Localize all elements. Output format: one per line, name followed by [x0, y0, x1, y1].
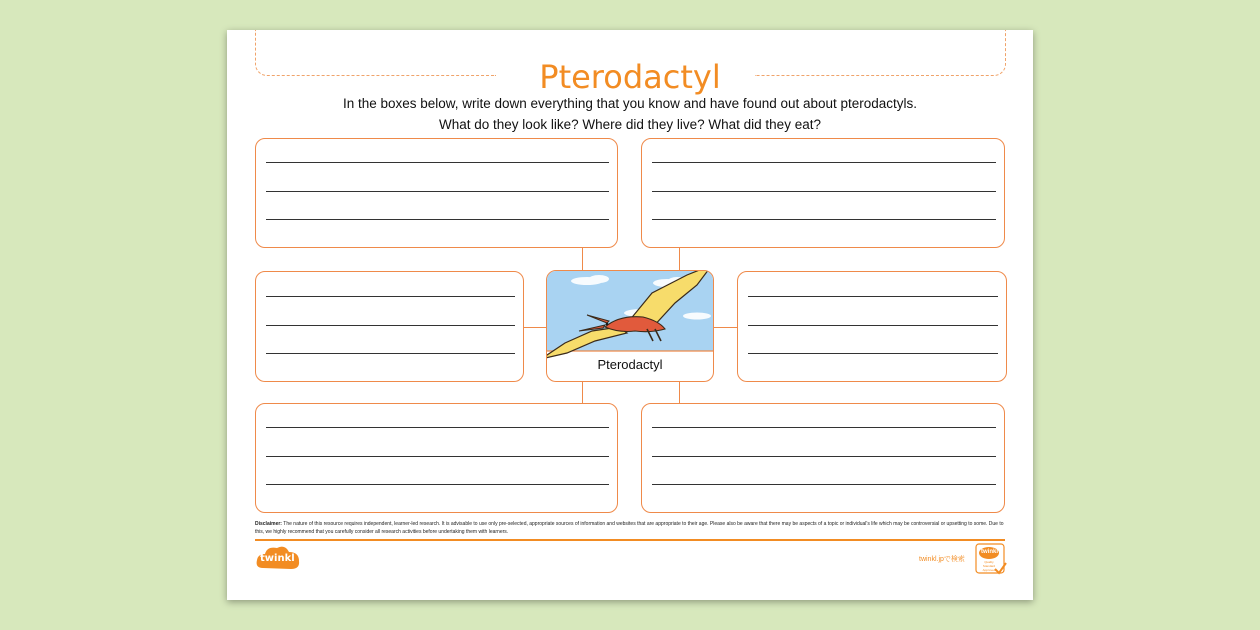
connector [582, 382, 583, 403]
writing-line [266, 353, 515, 354]
search-prompt: twinkl.jpで検索 [919, 556, 965, 563]
disclaimer-text: The nature of this resource requires independent, learner-led research. It is advisable to use only pre-selected, appropriate sources of information and websites that are appropriate to their age. Please also be aware that there may be aspects of a topic or individual's life which may be controversial or upsetting to some. Due to this, we highly recommend that you carefully consider all research activities before undertaking them with learners. [255, 521, 1004, 535]
writing-line [266, 296, 515, 297]
connector [524, 327, 546, 328]
center-image-label: Pterodactyl [597, 357, 663, 372]
writing-line [748, 325, 998, 326]
instructions-line-2: What do they look like? Where did they live? What did they eat? [439, 117, 821, 132]
writing-box-bottom-left[interactable] [255, 403, 618, 513]
writing-line [748, 296, 998, 297]
writing-line [266, 325, 515, 326]
writing-line [652, 162, 996, 163]
worksheet-page [227, 30, 1033, 600]
page-title: Pterodactyl [539, 58, 721, 96]
connector [679, 382, 680, 403]
twinkl-logo [255, 544, 301, 574]
center-image-box [546, 270, 714, 382]
writing-line [652, 427, 996, 428]
writing-line [266, 191, 609, 192]
writing-box-bottom-right[interactable] [641, 403, 1005, 513]
writing-line [266, 219, 609, 220]
instructions-line-1: In the boxes below, write down everything that you know and have found out about pterodactyls. [342, 96, 918, 111]
connector [714, 327, 737, 328]
badge-logo-text: twinkl [981, 549, 999, 555]
logo-text: twinkl [260, 553, 295, 564]
badge-subtext: Quality Standard Approved [982, 560, 996, 572]
writing-box-top-left[interactable] [255, 138, 618, 248]
writing-line [652, 219, 996, 220]
writing-box-top-right[interactable] [641, 138, 1005, 248]
quality-badge [975, 543, 1007, 575]
writing-line [266, 162, 609, 163]
disclaimer-label: Disclaimer: [255, 521, 282, 527]
footer-divider [255, 539, 1005, 541]
writing-line [266, 484, 609, 485]
writing-box-middle-right[interactable] [737, 271, 1007, 382]
writing-line [748, 353, 998, 354]
disclaimer [255, 520, 1007, 536]
writing-box-middle-left[interactable] [255, 271, 524, 382]
connector [582, 248, 583, 270]
writing-line [266, 456, 609, 457]
writing-line [652, 484, 996, 485]
writing-line [652, 191, 996, 192]
writing-line [652, 456, 996, 457]
connector [679, 248, 680, 270]
writing-line [266, 427, 609, 428]
